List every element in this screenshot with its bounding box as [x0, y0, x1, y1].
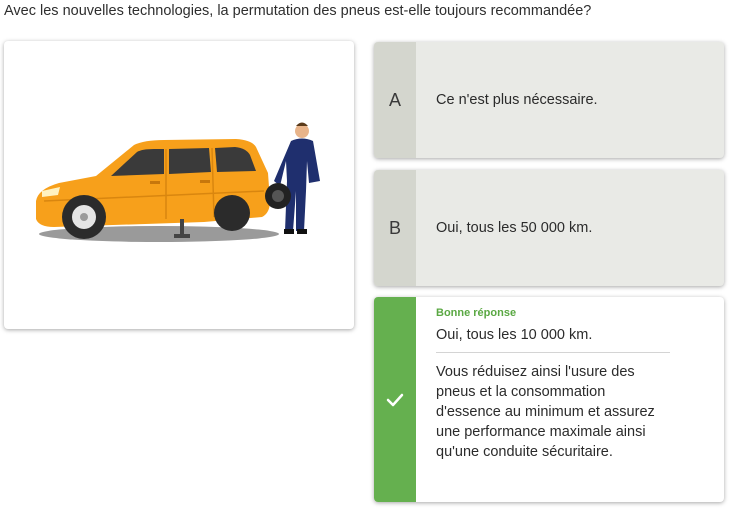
- answer-text-a: Ce n'est plus nécessaire.: [436, 92, 598, 108]
- question-image: [4, 41, 354, 329]
- explanation-text: Vous réduisez ainsi l'usure des pneus et la consommation d'essence au minimum et assurez une performance maximale ainsi qu'une conduite sécuritaire.: [436, 364, 655, 460]
- correct-answer-body: [436, 297, 670, 462]
- correct-answer-text: Oui, tous les 10 000 km.: [436, 327, 670, 353]
- car-mechanic-illustration: [4, 41, 354, 329]
- question-text: Avec les nouvelles technologies, la permutation des pneus est-elle toujours recommandée?: [4, 3, 592, 19]
- answer-option-a[interactable]: [374, 42, 724, 158]
- answer-letter-b: B: [374, 170, 416, 286]
- check-icon: [386, 393, 404, 407]
- answer-letter-a: A: [374, 42, 416, 158]
- correct-label: Bonne réponse: [436, 307, 517, 319]
- answer-text-b: Oui, tous les 50 000 km.: [436, 220, 593, 236]
- answer-option-correct[interactable]: [374, 297, 724, 502]
- mechanic: [265, 123, 320, 235]
- correct-marker: [374, 297, 416, 502]
- answer-option-b[interactable]: [374, 170, 724, 286]
- car: [36, 139, 270, 239]
